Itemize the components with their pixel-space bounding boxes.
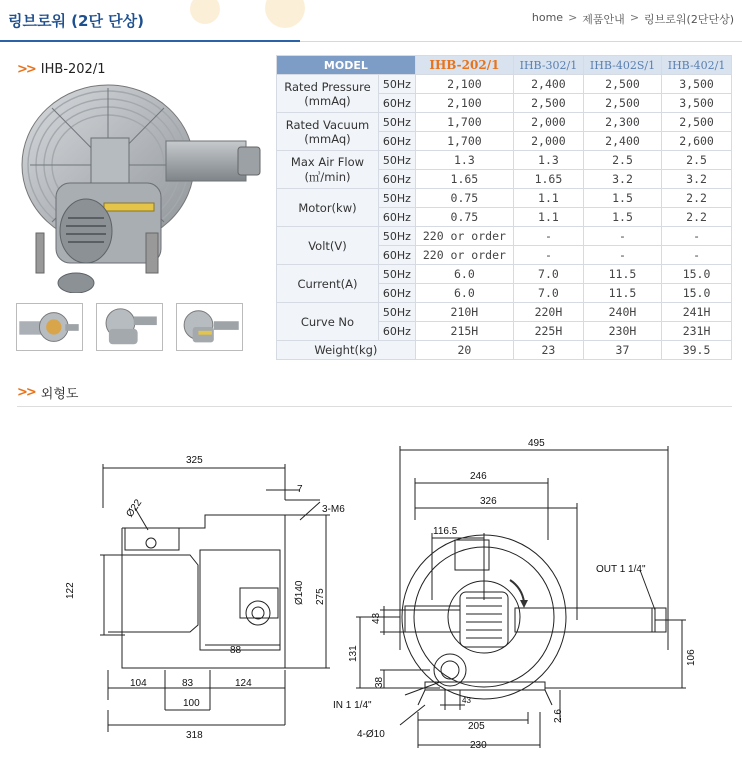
spec-cell: 225H	[514, 322, 584, 341]
dim-out-1-1-4: OUT 1 1/4"	[596, 564, 646, 575]
spec-cell: 240H	[583, 303, 661, 322]
spec-label-line: Motor(kw)	[298, 200, 357, 215]
spec-row	[277, 189, 732, 208]
spec-cell: 2,400	[514, 75, 584, 94]
spec-hz: 60Hz	[378, 132, 415, 151]
spec-row	[277, 151, 732, 170]
spec-hz: 50Hz	[378, 151, 415, 170]
dim-38: 38	[374, 676, 385, 688]
spec-cell: 1.3	[415, 151, 513, 170]
spec-hz: 50Hz	[378, 227, 415, 246]
model-name: IHB-202/1	[40, 62, 106, 77]
breadcrumb-current[interactable]: 링브로워(2단단상)	[644, 13, 734, 26]
spec-label-line: Rated Pressure	[284, 79, 371, 94]
spec-label	[277, 303, 379, 341]
spec-label-unit: (mmAq)	[304, 131, 351, 146]
spec-cell: 15.0	[662, 284, 732, 303]
dim-88: 88	[230, 645, 242, 656]
spec-cell: 23	[514, 341, 584, 360]
spec-cell: 2,500	[514, 94, 584, 113]
page-header	[0, 0, 742, 44]
model-heading	[17, 62, 105, 77]
spec-cell: 220 or order	[415, 227, 513, 246]
spec-cell: 2,400	[583, 132, 661, 151]
spec-cell: 220 or order	[415, 246, 513, 265]
spec-row	[277, 265, 732, 284]
spec-cell: 3,500	[662, 94, 732, 113]
spec-label-line: Max Air Flow	[290, 154, 365, 169]
breadcrumb-products[interactable]: 제품안내	[582, 13, 625, 26]
spec-row-weight	[277, 341, 732, 360]
spec-cell: 2,000	[514, 113, 584, 132]
model-column-header: IHB-302/1	[514, 56, 584, 75]
spec-label	[277, 113, 379, 151]
spec-hz: 50Hz	[378, 113, 415, 132]
dim-116-5: 116.5	[433, 526, 458, 537]
spec-label-unit: (㎥/min)	[304, 169, 351, 184]
spec-cell: 1.5	[583, 208, 661, 227]
spec-cell: 15.0	[662, 265, 732, 284]
spec-cell: -	[514, 227, 584, 246]
spec-hz: 50Hz	[378, 265, 415, 284]
header-decoration	[265, 0, 305, 28]
spec-cell: 11.5	[583, 265, 661, 284]
spec-label	[277, 227, 379, 265]
spec-cell: 2,300	[583, 113, 661, 132]
spec-table	[276, 55, 732, 360]
spec-cell: 1.65	[514, 170, 584, 189]
spec-label	[277, 189, 379, 227]
spec-cell: 2,000	[514, 132, 584, 151]
double-arrow-icon: >>	[17, 385, 35, 400]
dim-124: 124	[235, 678, 252, 689]
dim-275: 275	[315, 588, 326, 605]
spec-header-row	[277, 56, 732, 75]
dim-2-6: 2.6	[553, 709, 564, 723]
spec-cell: 2,100	[415, 75, 513, 94]
spec-label	[277, 75, 379, 113]
outline-heading	[17, 383, 78, 402]
spec-cell: 37	[583, 341, 661, 360]
spec-label-line: Volt(V)	[308, 238, 347, 253]
spec-cell: -	[662, 246, 732, 265]
outline-title: 외형도	[40, 387, 79, 402]
spec-hz: 60Hz	[378, 284, 415, 303]
dim-246: 246	[470, 471, 487, 482]
model-column-header: IHB-402S/1	[583, 56, 661, 75]
spec-row	[277, 113, 732, 132]
model-header: MODEL	[277, 56, 416, 75]
spec-label-line: Curve No	[300, 314, 355, 329]
dim-495: 495	[528, 438, 545, 449]
breadcrumb-home[interactable]: home	[531, 11, 564, 24]
spec-row	[277, 227, 732, 246]
title-divider	[300, 41, 742, 42]
thumbnail-3[interactable]	[176, 303, 243, 351]
spec-cell: 2.5	[583, 151, 661, 170]
spec-cell: 2,500	[583, 94, 661, 113]
product-photo	[16, 83, 266, 293]
spec-label	[277, 265, 379, 303]
spec-label: Weight(kg)	[277, 341, 416, 360]
spec-cell: 220H	[514, 303, 584, 322]
spec-cell: 0.75	[415, 189, 513, 208]
spec-cell: 6.0	[415, 284, 513, 303]
spec-cell: 231H	[662, 322, 732, 341]
dim-230: 230	[470, 740, 487, 751]
breadcrumb-separator: >	[568, 11, 578, 24]
spec-hz: 50Hz	[378, 189, 415, 208]
spec-cell: 2,600	[662, 132, 732, 151]
spec-cell: 210H	[415, 303, 513, 322]
double-arrow-icon: >>	[17, 62, 35, 77]
spec-cell: -	[583, 227, 661, 246]
dim-122: 122	[65, 582, 76, 599]
spec-cell: -	[583, 246, 661, 265]
spec-label-line: Current(A)	[297, 276, 358, 291]
spec-cell: 241H	[662, 303, 732, 322]
title-underline	[0, 40, 300, 42]
spec-cell: 2,100	[415, 94, 513, 113]
spec-cell: 1,700	[415, 132, 513, 151]
spec-cell: 215H	[415, 322, 513, 341]
spec-cell: 6.0	[415, 265, 513, 284]
header-decoration	[190, 0, 220, 24]
spec-row	[277, 75, 732, 94]
spec-cell: 230H	[583, 322, 661, 341]
spec-cell: 7.0	[514, 284, 584, 303]
dim-7: 7	[297, 484, 303, 495]
spec-cell: 7.0	[514, 265, 584, 284]
spec-cell: 2.5	[662, 151, 732, 170]
thumbnail-2[interactable]	[96, 303, 163, 351]
thumbnail-1[interactable]	[16, 303, 83, 351]
outline-drawing	[0, 420, 742, 766]
dim-dia-22: Ø22	[124, 497, 145, 520]
dim-100: 100	[183, 698, 200, 709]
spec-cell: 1,700	[415, 113, 513, 132]
spec-hz: 60Hz	[378, 246, 415, 265]
spec-cell: 20	[415, 341, 513, 360]
page-title: 링브로워 (2단 단상)	[8, 12, 145, 30]
breadcrumb-separator: >	[629, 11, 640, 24]
spec-hz: 60Hz	[378, 94, 415, 113]
spec-hz: 60Hz	[378, 170, 415, 189]
spec-cell: 3.2	[662, 170, 732, 189]
breadcrumb	[532, 11, 734, 27]
spec-cell: -	[514, 246, 584, 265]
spec-cell: 3.2	[583, 170, 661, 189]
spec-label-unit: (mmAq)	[304, 93, 351, 108]
dim-43-left: 43	[371, 612, 382, 624]
dim-318: 318	[186, 730, 203, 741]
dim-325: 325	[186, 455, 203, 466]
spec-row	[277, 303, 732, 322]
thumbnail-list	[16, 303, 243, 351]
spec-hz: 50Hz	[378, 75, 415, 94]
dim-326: 326	[480, 496, 497, 507]
spec-cell: 0.75	[415, 208, 513, 227]
dim-106: 106	[686, 649, 697, 666]
spec-body	[277, 75, 732, 360]
dim-dia-140: Ø140	[294, 580, 305, 605]
dim-83: 83	[182, 678, 194, 689]
spec-cell: 39.5	[662, 341, 732, 360]
model-column-header: IHB-202/1	[415, 56, 513, 75]
spec-cell: -	[662, 227, 732, 246]
dim-205: 205	[468, 721, 485, 732]
model-column-header: IHB-402/1	[662, 56, 732, 75]
dim-104: 104	[130, 678, 147, 689]
dim-131: 131	[348, 645, 359, 662]
section-divider	[17, 406, 732, 407]
spec-cell: 3,500	[662, 75, 732, 94]
spec-hz: 50Hz	[378, 303, 415, 322]
dim-in-1-1-4: IN 1 1/4"	[333, 700, 372, 711]
dim-4-dia-10: 4-Ø10	[357, 729, 385, 740]
spec-hz: 60Hz	[378, 322, 415, 341]
spec-cell: 1.1	[514, 189, 584, 208]
spec-cell: 1.1	[514, 208, 584, 227]
dim-3-m6: 3-M6	[322, 504, 345, 515]
spec-cell: 1.3	[514, 151, 584, 170]
spec-cell: 2.2	[662, 189, 732, 208]
spec-cell: 2,500	[583, 75, 661, 94]
spec-cell: 2,500	[662, 113, 732, 132]
spec-cell: 1.5	[583, 189, 661, 208]
spec-cell: 11.5	[583, 284, 661, 303]
spec-cell: 1.65	[415, 170, 513, 189]
spec-label-line: Rated Vacuum	[285, 117, 370, 132]
spec-hz: 60Hz	[378, 208, 415, 227]
dim-43-bottom: 43	[462, 696, 471, 705]
spec-label	[277, 151, 379, 189]
spec-cell: 2.2	[662, 208, 732, 227]
